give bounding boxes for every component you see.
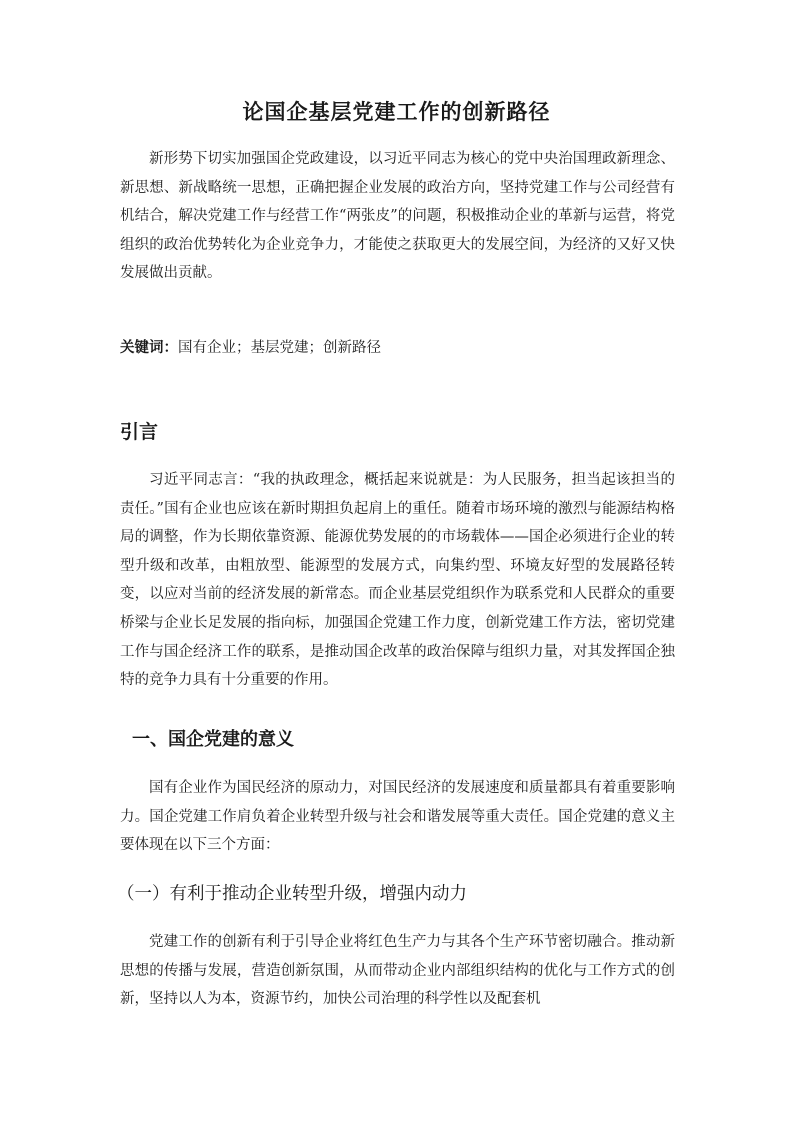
intro-paragraph: 习近平同志言：“我的执政理念，概括起来说就是：为人民服务，担当起该担当的责任。”国有企业也应该在新时期担负起肩上的重任。随着市场环境的激烈与能源结构格局的调整，作为长期依靠资源、能源优势发展的的市场载体——国企必须进行企业的转型升级和改革，由粗放型、能源型的发展方式，向集约型、环境友好型的发展路径转变，以应对当前的经济发展的新常态。而企业基层党组织作为联系党和人民群众的重要桥梁与企业长足发展的指向标，加强国企党建工作力度，创新党建工作方法，密切党建工作与国企经济工作的联系，是推动国企改革的政治保障与组织力量，对其发挥国企独特的竞争力具有十分重要的作用。 (120, 472, 675, 689)
section1-paragraph: 国有企业作为国民经济的原动力，对国民经济的发展速度和质量都具有着重要影响力。国企党建工作肩负着企业转型升级与社会和谐发展等重大责任。国企党建的意义主要体现在以下三个方面： (120, 780, 675, 854)
subsection1-heading: （一）有利于推动企业转型升级，增强内动力 (117, 884, 467, 904)
keywords-line (120, 336, 381, 357)
intro-heading: 引言 (120, 421, 159, 443)
abstract-paragraph: 新形势下切实加强国企党政建设，以习近平同志为核心的党中央治国理政新理念、新思想、新战略统一思想，正确把握企业发展的政治方向，坚持党建工作与公司经营有机结合，解决党建工作与经营工作“两张皮”的问题，积极推动企业的革新与运营，将党组织的政治优势转化为企业竞争力，才能使之获取更大的发展空间，为经济的又好又快发展做出贡献。 (120, 151, 675, 282)
section1-heading: 一、国企党建的意义 (132, 729, 294, 750)
keywords-label: 关键词： (120, 340, 178, 356)
subsection1-paragraph: 党建工作的创新有利于引导企业将红色生产力与其各个生产环节密切融合。推动新思想的传播与发展，营造创新氛围，从而带动企业内部组织结构的优化与工作方式的创新，坚持以人为本，资源节约，加快公司治理的科学性以及配套机 (120, 934, 675, 1008)
document-title: 论国企基层党建工作的创新路径 (242, 100, 551, 124)
keywords-text: 国有企业；基层党建；创新路径 (178, 340, 381, 356)
